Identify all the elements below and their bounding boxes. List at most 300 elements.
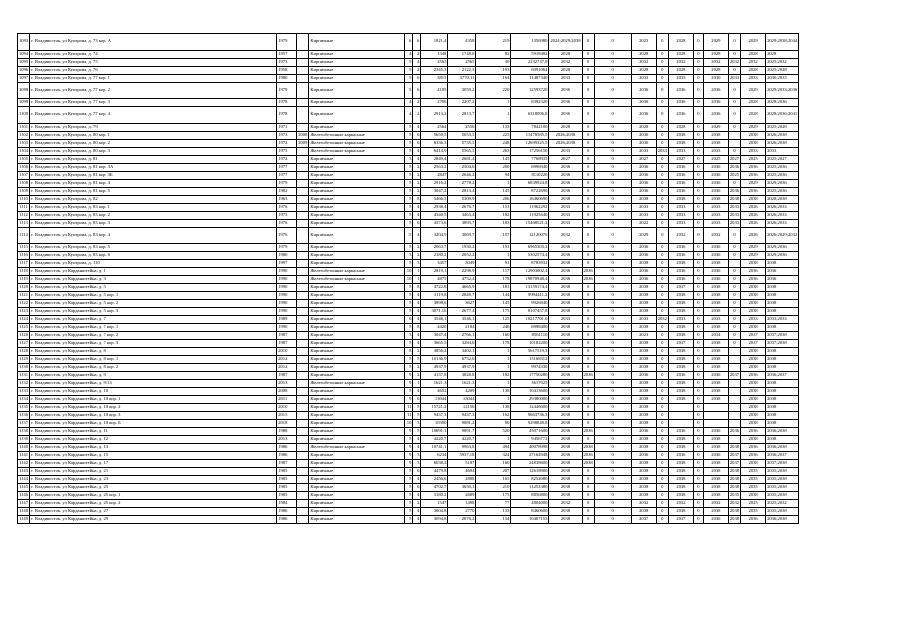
flag-cell: 0	[582, 163, 594, 171]
living-area-cell: 2677,4	[448, 308, 476, 316]
total-area-cell: 4479,8	[421, 468, 448, 476]
repair-year-cell: 2038	[549, 324, 582, 332]
repair-year-cell: 2038	[549, 508, 582, 516]
flag-cell: 0	[693, 300, 703, 308]
living-area-cell: 2646,2	[448, 171, 476, 179]
repair-year-cell: 2038	[549, 348, 582, 356]
wall-material-cell: Кирпичные	[309, 404, 405, 412]
flag-cell: 0	[582, 492, 594, 500]
floors-cell: 6	[405, 316, 413, 324]
repair-year-cell: 2038	[668, 396, 693, 404]
address-cell: г. Владивосток, ул Карданштейна, д. 10	[30, 388, 277, 396]
flag-cell: 0	[656, 203, 668, 211]
repair-year-cell: 2038	[741, 388, 766, 396]
repair-year-cell: 2038	[703, 508, 728, 516]
flag-cell: 0	[693, 131, 703, 139]
flag-cell: 0	[594, 348, 631, 356]
flag-cell: 0	[693, 187, 703, 195]
reconstruction-year-cell	[297, 260, 309, 268]
flag-cell: 0	[582, 139, 594, 147]
address-cell: г. Владивосток, ул Купэрова, д. 81 кор. 3Б	[30, 171, 277, 179]
address-cell: г. Владивосток, ул Купэрова, д. 76	[30, 66, 277, 74]
flag-cell: 2032	[656, 316, 668, 324]
entrances-cell: 4	[413, 308, 421, 316]
floors-cell: 10	[405, 276, 413, 284]
row-number: 1111	[18, 203, 30, 211]
living-area-cell: 9963,8	[448, 444, 476, 452]
floors-cell: 5	[405, 203, 413, 211]
repair-year-cell: 2025	[741, 500, 766, 508]
row-number: 1131	[18, 372, 30, 380]
total-area-cell: 2796	[421, 99, 448, 107]
table-row	[18, 244, 828, 252]
flag-cell: 0	[693, 139, 703, 147]
residents-cell: 494	[476, 444, 511, 452]
flag-cell: 0	[582, 484, 594, 492]
address-cell: г. Владивосток, ул Карданштейна, д. 7 кор. 3	[30, 340, 277, 348]
repair-year-cell: 2036	[631, 372, 656, 380]
flag-cell: 2027	[728, 155, 740, 163]
living-area-cell: 9891,7	[448, 428, 476, 436]
table-row	[18, 468, 828, 476]
floors-cell: 3	[405, 252, 413, 260]
repair-year-cell: 2038	[741, 436, 766, 444]
entrances-cell: 6	[413, 484, 421, 492]
flag-cell: 0	[582, 131, 594, 139]
row-number: 1100	[18, 107, 30, 124]
cost-cell: 8392320	[511, 99, 549, 107]
residents-cell: 220	[476, 82, 511, 99]
row-number: 1106	[18, 163, 30, 171]
reconstruction-year-cell: 2008	[297, 131, 309, 139]
entrances-cell: 6	[413, 219, 421, 227]
repair-year-cell: 2038	[549, 516, 582, 524]
wall-material-cell: Кирпичные	[309, 211, 405, 219]
cost-cell: 3617025	[511, 380, 549, 388]
entrances-cell: 8	[413, 284, 421, 292]
repair-year-cell	[703, 404, 728, 412]
repair-year-cell: 2029	[631, 227, 656, 244]
planned-years-cell: 2037;2038	[766, 332, 799, 340]
flag-cell: 2033	[728, 211, 740, 219]
flag-cell: 0	[582, 211, 594, 219]
flag-cell: 2037	[728, 372, 740, 380]
flag-cell: 0	[582, 155, 594, 163]
row-number: 1096	[18, 66, 30, 74]
repair-year-cell: 2038	[631, 356, 656, 364]
floors-cell: 5	[405, 131, 413, 139]
flag-cell: 0	[582, 107, 594, 124]
flag-cell: 0	[728, 50, 740, 58]
build-year-cell: 2018	[277, 420, 297, 428]
repair-year-cell: 2038	[631, 364, 656, 372]
planned-years-cell: 2029;2036	[766, 179, 799, 187]
repair-year-cell: 2036	[703, 268, 728, 276]
row-number: 1135	[18, 404, 30, 412]
flag-cell: 2032	[728, 58, 740, 66]
total-area-cell: 4373,6	[421, 219, 448, 227]
build-year-cell: 1986	[277, 508, 297, 516]
row-number: 1109	[18, 187, 30, 195]
wall-material-cell: Кирпичные	[309, 163, 405, 171]
total-area-cell: 4875	[421, 276, 448, 284]
living-area-cell: 2813,4	[448, 187, 476, 195]
flag-cell: 0	[582, 260, 594, 268]
repair-year-cell: 2023	[631, 332, 656, 340]
flag-cell: 0	[693, 123, 703, 131]
total-area-cell: 3856,2	[421, 348, 448, 356]
flag-cell: 2033	[728, 219, 740, 227]
flag-cell: 0	[582, 50, 594, 58]
table-row	[18, 34, 828, 51]
repair-year-cell: 2036	[631, 82, 656, 99]
planned-years-cell: 2036	[766, 276, 799, 284]
flag-cell: 0	[594, 82, 631, 99]
repair-year-cell: 2036	[703, 252, 728, 260]
repair-year-cell: 2025	[703, 155, 728, 163]
build-year-cell: 1990	[277, 308, 297, 316]
entrances-cell: 2	[413, 99, 421, 107]
flag-cell: 0	[728, 300, 740, 308]
living-area-cell: 12156	[448, 404, 476, 412]
table-row	[18, 364, 828, 372]
repair-year-cell: 2036	[631, 171, 656, 179]
flag-cell: 0	[656, 163, 668, 171]
row-number: 1134	[18, 396, 30, 404]
wall-material-cell: Кирпичные	[309, 244, 405, 252]
entrances-cell: 2	[413, 107, 421, 124]
floors-cell: 5	[405, 308, 413, 316]
total-area-cell: 3204,9	[421, 227, 448, 244]
repair-year-cell: 2036	[549, 171, 582, 179]
flag-cell: 0	[594, 428, 631, 436]
table-row	[18, 171, 828, 179]
total-area-cell: 3004,8	[421, 508, 448, 516]
flag-cell: 0	[594, 195, 631, 203]
total-area-cell: 4340,5	[421, 211, 448, 219]
living-area-cell: 3069,7	[448, 227, 476, 244]
residents-cell: 1	[476, 396, 511, 404]
reconstruction-year-cell	[297, 516, 309, 524]
repair-year-cell: 2022	[631, 219, 656, 227]
repair-year-cell: 2036	[741, 187, 766, 195]
total-area-cell: 2849,4	[421, 155, 448, 163]
residents-cell: 178	[476, 340, 511, 348]
flag-cell	[728, 388, 740, 396]
floors-cell: 5	[405, 139, 413, 147]
flag-cell: 0	[656, 58, 668, 66]
repair-year-cell: 2036	[668, 276, 693, 284]
flag-cell: 0	[582, 58, 594, 66]
flag-cell: 0	[656, 260, 668, 268]
table-row	[18, 492, 828, 500]
repair-year-cell: 2036	[549, 179, 582, 187]
living-area-cell: 2689	[448, 492, 476, 500]
cost-cell: 16460690	[511, 195, 549, 203]
planned-years-cell: 2025;2036	[766, 187, 799, 195]
floors-cell: 5	[405, 436, 413, 444]
cost-cell: 4804000	[511, 500, 549, 508]
flag-cell: 0	[582, 252, 594, 260]
flag-cell: 0	[693, 147, 703, 155]
total-area-cell: 4937,9	[421, 364, 448, 372]
address-cell: г. Владивосток, ул Купэрова, д. 77 кор. 2	[30, 82, 277, 99]
address-cell: г. Владивосток, ул Карданштейна, д. 12	[30, 436, 277, 444]
total-area-cell: 2938,4	[421, 203, 448, 211]
repair-year-cell: 2036	[703, 372, 728, 380]
flag-cell: 2033	[728, 74, 740, 82]
planned-years-cell: 2029;2033;2036	[766, 82, 799, 99]
repair-year-cell: 2036	[668, 268, 693, 276]
repair-year-cell: 2029	[741, 34, 766, 51]
total-area-cell: 1821,4	[421, 34, 448, 51]
flag-cell: 0	[728, 227, 740, 244]
repair-year-cell: 2028	[631, 123, 656, 131]
table-row	[18, 452, 828, 460]
living-area-cell: 2778,2	[448, 179, 476, 187]
flag-cell: 2033	[728, 203, 740, 211]
reconstruction-year-cell	[297, 107, 309, 124]
flag-cell: 0	[656, 123, 668, 131]
reconstruction-year-cell	[297, 74, 309, 82]
repair-year-cell: 2032	[668, 58, 693, 66]
flag-cell: 0	[582, 436, 594, 444]
address-cell: г. Владивосток, ул Карданштейна, д. 21	[30, 468, 277, 476]
repair-year-cell: 2036	[703, 187, 728, 195]
repair-year-cell: 2036	[741, 428, 766, 436]
repair-year-cell: 2038	[741, 380, 766, 388]
living-area-cell: 3893,7	[448, 219, 476, 227]
reconstruction-year-cell	[297, 372, 309, 380]
cost-cell: 12618900	[511, 468, 549, 476]
residents-cell: 1	[476, 179, 511, 187]
cost-cell: 2232737,8	[511, 58, 549, 66]
cost-cell: 10413600	[511, 388, 549, 396]
residents-cell: 162	[476, 412, 511, 420]
flag-cell: 0	[728, 324, 740, 332]
build-year-cell: 1986	[277, 452, 297, 460]
address-cell: г. Владивосток, ул Карданштейна, д. 3	[30, 276, 277, 284]
row-number: 1122	[18, 300, 30, 308]
flag-cell: 0	[582, 356, 594, 364]
address-cell: г. Владивосток, ул Карданштейна, д. 5 кор. 1	[30, 292, 277, 300]
planned-years-cell: 2036;2038	[766, 428, 799, 436]
flag-cell: 2038	[728, 508, 740, 516]
floors-cell: 5	[405, 244, 413, 252]
repair-year-cell: 2036	[631, 244, 656, 252]
repair-year-cell: 2036	[549, 99, 582, 107]
floors-cell: 9	[405, 444, 413, 452]
repair-year-cell: 2038	[549, 468, 582, 476]
planned-years-cell: 2033;2033	[766, 316, 799, 324]
planned-years-cell: 2026;2033	[766, 211, 799, 219]
flag-cell: 0	[594, 316, 631, 324]
flag-cell: 2038	[728, 444, 740, 452]
repair-year-cell: 2036	[549, 163, 582, 171]
flag-cell	[728, 260, 740, 268]
row-number: 1114	[18, 227, 30, 244]
table-row	[18, 74, 828, 82]
table-row	[18, 66, 828, 74]
repair-year-cell: 2038	[668, 300, 693, 308]
flag-cell: 2038	[728, 516, 740, 524]
row-number: 1099	[18, 99, 30, 107]
total-area-cell: 3047,2	[421, 187, 448, 195]
flag-cell: 0	[693, 203, 703, 211]
living-area-cell: 2770	[448, 508, 476, 516]
residents-cell: 138	[476, 388, 511, 396]
residents-cell: 157	[476, 227, 511, 244]
residents-cell: 178	[476, 276, 511, 284]
cost-cell: 6318096,8	[511, 107, 549, 124]
total-area-cell: 13044	[421, 396, 448, 404]
floors-cell: 5	[405, 284, 413, 292]
table-row	[18, 404, 828, 412]
residents-cell: 246	[476, 324, 511, 332]
row-number: 1142	[18, 460, 30, 468]
flag-cell: 0	[693, 332, 703, 340]
address-cell: г. Владивосток, ул Карданштейна, д. 5 кор. 3	[30, 308, 277, 316]
planned-years-cell: 2038	[766, 404, 799, 412]
flag-cell: 2037	[728, 460, 740, 468]
entrances-cell: 1	[413, 276, 421, 284]
table-row	[18, 460, 828, 468]
flag-cell: 0	[594, 324, 631, 332]
build-year-cell: 2013	[277, 380, 297, 388]
build-year-cell: 1986	[277, 444, 297, 452]
repair-year-cell: 2036	[631, 99, 656, 107]
flag-cell: 0	[594, 444, 631, 452]
address-cell: г. Владивосток, ул Купэрова, д. 83 кор. 3	[30, 219, 277, 227]
flag-cell: 0	[656, 468, 668, 476]
flag-cell: 0	[656, 244, 668, 252]
flag-cell: 2038	[728, 484, 740, 492]
entrances-cell: 4	[413, 476, 421, 484]
table-row	[18, 508, 828, 516]
table-row	[18, 380, 828, 388]
cost-cell: 15168312	[511, 356, 549, 364]
living-area-cell: 4220,7	[448, 436, 476, 444]
entrances-cell: 4	[413, 316, 421, 324]
entrances-cell: 2	[413, 348, 421, 356]
planned-years-cell: 2026;2038	[766, 131, 799, 139]
cost-cell: 6091064	[511, 66, 549, 74]
living-area-cell: 3828,8	[448, 372, 476, 380]
repair-year-cell: 2038	[631, 444, 656, 452]
residents-cell: 145	[476, 300, 511, 308]
build-year-cell: 1990	[277, 276, 297, 284]
total-area-cell: 5659,5	[421, 131, 448, 139]
planned-years-cell: 2036	[766, 268, 799, 276]
repair-year-cell: 2035	[741, 484, 766, 492]
flag-cell: 2038	[582, 460, 594, 468]
build-year-cell: 1990	[277, 284, 297, 292]
build-year-cell: 1985	[277, 484, 297, 492]
flag-cell: 0	[693, 340, 703, 348]
flag-cell: 0	[594, 372, 631, 380]
residents-cell: 183	[476, 219, 511, 227]
flag-cell: 2036	[582, 452, 594, 460]
floors-cell: 5	[405, 340, 413, 348]
build-year-cell: 1978	[277, 107, 297, 124]
flag-cell: 0	[582, 244, 594, 252]
flag-cell: 0	[656, 452, 668, 460]
build-year-cell: 1973	[277, 131, 297, 139]
residents-cell: 182	[476, 372, 511, 380]
floors-cell: 5	[405, 163, 413, 171]
address-cell: г. Владивосток, ул Купэрова, д. 74	[30, 50, 277, 58]
row-number: 1144	[18, 476, 30, 484]
cost-cell: 12699325,5	[511, 139, 549, 147]
table-row	[18, 284, 828, 292]
row-number: 1123	[18, 308, 30, 316]
reconstruction-year-cell	[297, 428, 309, 436]
row-number: 1147	[18, 500, 30, 508]
planned-years-cell: 2025;2032	[766, 500, 799, 508]
flag-cell: 0	[582, 66, 594, 74]
repair-year-cell: 2036	[631, 107, 656, 124]
build-year-cell: 1985	[277, 476, 297, 484]
entrances-cell: 2	[413, 252, 421, 260]
wall-material-cell: Кирпичные	[309, 484, 405, 492]
flag-cell: 0	[728, 316, 740, 324]
flag-cell: 0	[594, 99, 631, 107]
reconstruction-year-cell	[297, 468, 309, 476]
floors-cell: 5	[405, 508, 413, 516]
repair-year-cell: 2032	[549, 227, 582, 244]
residents-cell: 160	[476, 460, 511, 468]
reconstruction-year-cell	[297, 252, 309, 260]
flag-cell	[728, 436, 740, 444]
flag-cell: 0	[656, 308, 668, 316]
flag-cell	[728, 139, 740, 147]
total-area-cell: 3180,2	[421, 492, 448, 500]
flag-cell: 0	[693, 420, 703, 428]
flag-cell: 2036	[728, 163, 740, 171]
flag-cell: 0	[582, 123, 594, 131]
residents-cell: 82	[476, 50, 511, 58]
residents-cell: 145	[476, 187, 511, 195]
flag-cell: 0	[582, 404, 594, 412]
repair-year-cell: 2037	[631, 516, 656, 524]
total-area-cell: 4137,8	[421, 372, 448, 380]
repair-year-cell: 2038	[668, 195, 693, 203]
build-year-cell: 1989	[277, 316, 297, 324]
reconstruction-year-cell: 2009	[297, 139, 309, 147]
reconstruction-year-cell	[297, 460, 309, 468]
repair-year-cell	[668, 412, 693, 420]
floors-cell: 5	[405, 74, 413, 82]
table-row	[18, 292, 828, 300]
living-area-cell: 5187	[448, 460, 476, 468]
reconstruction-year-cell	[297, 123, 309, 131]
entrances-cell: 6	[413, 131, 421, 139]
repair-year-cell	[668, 420, 693, 428]
floors-cell: 5	[405, 388, 413, 396]
flag-cell: 0	[693, 66, 703, 74]
address-cell: г. Владивосток, ул Купэрова, д. 83 кор. 6	[30, 252, 277, 260]
wall-material-cell: Кирпичные	[309, 260, 405, 268]
flag-cell: 0	[656, 476, 668, 484]
repair-year-cell: 2038	[668, 332, 693, 340]
entrances-cell: 4	[413, 300, 421, 308]
flag-cell: 0	[582, 300, 594, 308]
repair-year-cell: 2037	[741, 332, 766, 340]
build-year-cell: 1979	[277, 34, 297, 51]
living-area-cell: 4209	[448, 388, 476, 396]
entrances-cell: 4	[413, 292, 421, 300]
planned-years-cell: 2038	[766, 308, 799, 316]
